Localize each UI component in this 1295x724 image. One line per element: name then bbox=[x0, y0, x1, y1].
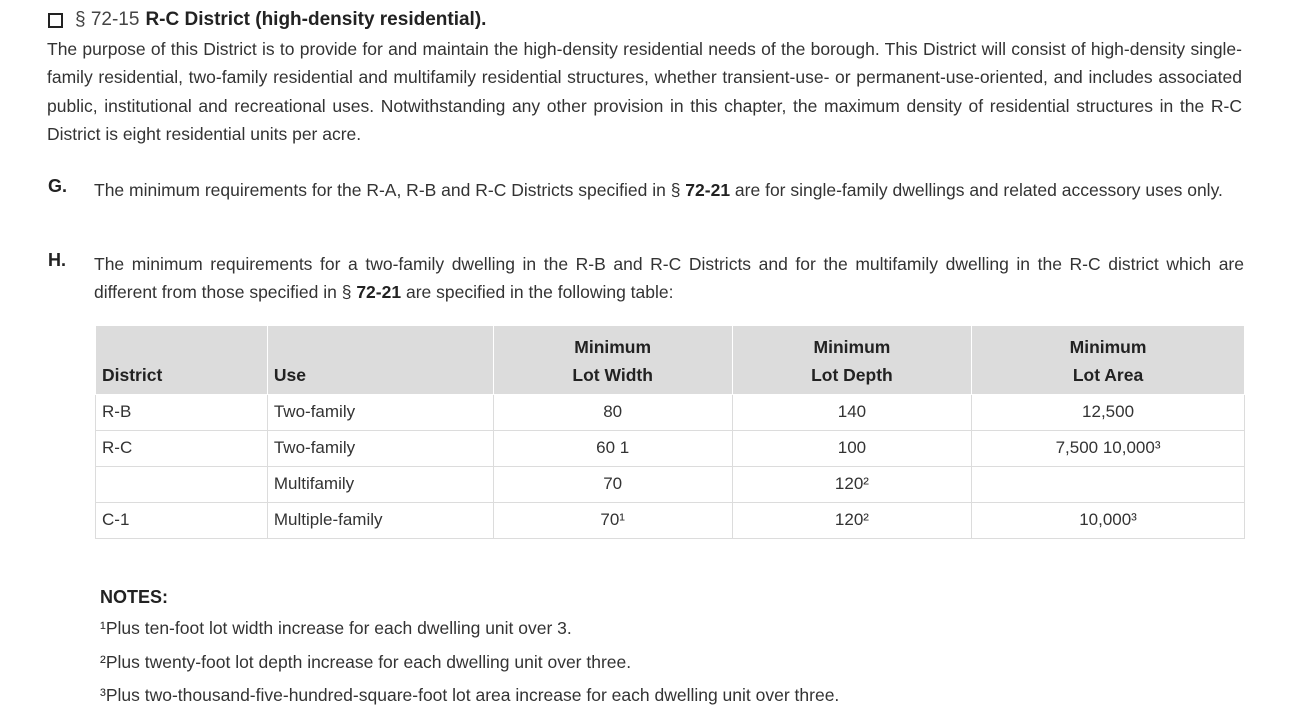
cell-lot-width: 70 bbox=[493, 467, 732, 503]
cell-lot-depth: 120² bbox=[732, 503, 971, 539]
item-h-text bbox=[94, 250, 1244, 306]
purpose-paragraph: The purpose of this District is to provide for and maintain the high-density residential needs of the borough. This District will consist of high-density single-family residential, two-family residential and multifamily residential structures, whether transient-use- or permanent-use-oriented, and includes associated public, institutional and recreational uses. Notwithstanding any other provision in this chapter, the maximum density of residential structures in the R-C District is eight residential units per acre. bbox=[47, 39, 1242, 144]
cell-use: Two-family bbox=[267, 431, 493, 467]
item-g-text-after: are for single-family dwellings and related accessory uses only. bbox=[730, 180, 1223, 200]
header-lot-depth-line2: Lot Depth bbox=[811, 365, 893, 385]
item-g bbox=[48, 176, 1244, 204]
item-h-letter: H. bbox=[48, 250, 66, 270]
notes-title: NOTES: bbox=[100, 587, 169, 607]
cell-lot-area: 7,500 10,000³ bbox=[972, 431, 1245, 467]
cell-lot-depth: 120² bbox=[732, 467, 971, 503]
header-lot-width-line2: Lot Width bbox=[572, 365, 653, 385]
requirements-table-container bbox=[95, 325, 1245, 539]
cell-use: Multiple-family bbox=[267, 503, 493, 539]
item-g-text bbox=[94, 176, 1244, 204]
header-lot-area-line1: Minimum bbox=[1069, 337, 1147, 357]
cell-lot-width: 60 1 bbox=[493, 431, 732, 467]
item-h-section-link[interactable]: 72-21 bbox=[356, 282, 402, 302]
item-g-letter: G. bbox=[48, 176, 68, 196]
table-header-row bbox=[96, 326, 1245, 395]
header-lot-depth bbox=[732, 326, 971, 395]
cell-district: C-1 bbox=[96, 503, 268, 539]
requirements-table bbox=[95, 325, 1245, 539]
note-item: ¹Plus ten-foot lot width increase for each dwelling unit over 3. bbox=[100, 618, 572, 638]
section-title: R-C District (high-density residential). bbox=[145, 9, 487, 30]
item-h bbox=[48, 250, 1244, 306]
cell-lot-area: 12,500 bbox=[972, 395, 1245, 431]
cell-use: Two-family bbox=[267, 395, 493, 431]
section-heading bbox=[48, 6, 486, 34]
header-lot-area-line2: Lot Area bbox=[1072, 365, 1144, 385]
item-h-text-after: are specified in the following table: bbox=[401, 282, 674, 302]
cell-lot-area bbox=[972, 467, 1245, 503]
cell-lot-width: 80 bbox=[493, 395, 732, 431]
table-row bbox=[96, 395, 1245, 431]
table-row bbox=[96, 503, 1245, 539]
header-use: Use bbox=[267, 326, 493, 395]
cell-lot-depth: 100 bbox=[732, 431, 971, 467]
cell-lot-depth: 140 bbox=[732, 395, 971, 431]
section-checkbox[interactable] bbox=[48, 13, 63, 28]
cell-lot-area: 10,000³ bbox=[972, 503, 1245, 539]
header-lot-depth-line1: Minimum bbox=[813, 337, 891, 357]
header-lot-width bbox=[493, 326, 732, 395]
note-item: ²Plus twenty-foot lot depth increase for each dwelling unit over three. bbox=[100, 651, 632, 672]
header-lot-area bbox=[972, 326, 1245, 395]
notes-section bbox=[100, 582, 1100, 713]
section-number: § 72-15 bbox=[75, 9, 140, 30]
cell-district: R-B bbox=[96, 395, 268, 431]
item-h-text-before: The minimum requirements for a two-family dwelling in the R-B and R-C Districts and for the multifamily dwelling in the R-C district which are different from those specified in § bbox=[94, 254, 1244, 302]
table-row bbox=[96, 467, 1245, 503]
header-lot-width-line1: Minimum bbox=[574, 337, 652, 357]
item-g-text-before: The minimum requirements for the R-A, R-B and R-C Districts specified in § bbox=[94, 180, 686, 200]
cell-district: R-C bbox=[96, 431, 268, 467]
cell-lot-width: 70¹ bbox=[493, 503, 732, 539]
header-district: District bbox=[96, 326, 268, 395]
table-row bbox=[96, 431, 1245, 467]
item-g-section-link[interactable]: 72-21 bbox=[685, 180, 731, 200]
cell-use: Multifamily bbox=[267, 467, 493, 503]
cell-district bbox=[96, 467, 268, 503]
note-item: ³Plus two-thousand-five-hundred-square-foot lot area increase for each dwelling unit over three. bbox=[100, 685, 840, 705]
